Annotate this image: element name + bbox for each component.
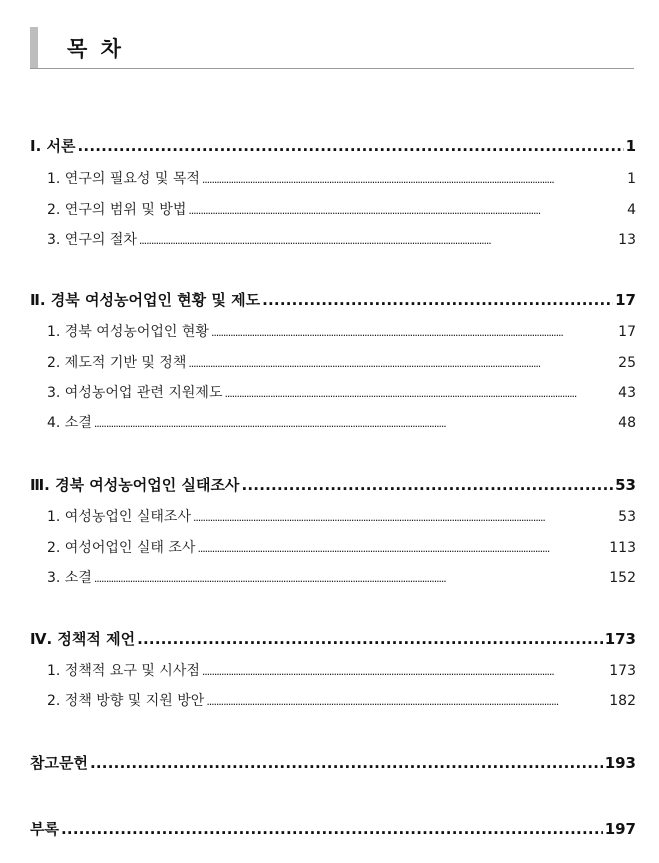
toc-page-number: 197 xyxy=(604,820,636,838)
toc-chapter-1[interactable] xyxy=(30,135,636,156)
toc-chapter-3[interactable] xyxy=(30,474,636,495)
toc-page-number: 173 xyxy=(609,663,636,679)
toc-section-4-2[interactable] xyxy=(30,690,636,710)
toc-section-label: 2. 제도적 기반 및 정책 xyxy=(47,355,187,371)
page-title: 목 차 xyxy=(67,37,124,61)
toc-section-label: 2. 정책 방향 및 지원 방안 xyxy=(47,693,205,709)
toc-section-label: 1. 정책적 요구 및 시사점 xyxy=(47,663,200,679)
toc-section-label: 1. 연구의 필요성 및 목적 xyxy=(47,171,200,187)
dot-leader xyxy=(94,570,607,586)
dot-leader xyxy=(188,355,616,371)
toc-chapter-label: Ⅰ. 서론 xyxy=(30,137,76,155)
toc-references[interactable] xyxy=(30,752,636,773)
dot-leader xyxy=(139,232,616,248)
dot-leader xyxy=(61,820,603,838)
toc-page-number: 17 xyxy=(615,291,636,309)
dot-leader xyxy=(262,291,613,309)
toc-section-2-1[interactable] xyxy=(30,321,636,341)
toc-section-4-1[interactable] xyxy=(30,660,636,680)
toc-chapter-label: Ⅱ. 경북 여성농어업인 현황 및 제도 xyxy=(30,291,261,309)
toc-page-number: 173 xyxy=(604,630,636,648)
toc-page-number: 53 xyxy=(618,509,636,525)
toc-section-3-2[interactable] xyxy=(30,537,636,557)
toc-chapter-label: Ⅲ. 경북 여성농어업인 실태조사 xyxy=(30,476,240,494)
toc-page-number: 1 xyxy=(625,137,636,155)
toc-chapter-2[interactable] xyxy=(30,289,636,310)
toc-page-number: 113 xyxy=(609,540,636,556)
toc-section-3-1[interactable] xyxy=(30,506,636,526)
toc-page-number: 43 xyxy=(618,385,636,401)
toc-page-number: 152 xyxy=(609,570,636,586)
toc-page-number: 4 xyxy=(627,202,636,218)
dot-leader xyxy=(206,693,607,709)
toc-section-3-3[interactable] xyxy=(30,567,636,587)
toc-section-label: 3. 여성농어업 관련 지원제도 xyxy=(47,385,223,401)
dot-leader xyxy=(188,202,625,218)
toc-page-number: 53 xyxy=(615,476,636,494)
toc-page-number: 48 xyxy=(618,415,636,431)
toc-page-number: 25 xyxy=(618,355,636,371)
dot-leader xyxy=(202,663,607,679)
toc-section-label: 4. 소결 xyxy=(47,415,92,431)
dot-leader xyxy=(137,630,603,648)
toc-section-label: 2. 연구의 범위 및 방법 xyxy=(47,202,187,218)
dot-leader xyxy=(77,137,623,155)
toc-page-number: 1 xyxy=(627,171,636,187)
toc-page-number: 17 xyxy=(618,324,636,340)
toc-section-label: 3. 연구의 절차 xyxy=(47,232,137,248)
toc-chapter-label: 참고문헌 xyxy=(30,754,88,772)
toc-section-label: 3. 소결 xyxy=(47,570,92,586)
toc-page-number: 182 xyxy=(609,693,636,709)
toc-chapter-label: Ⅳ. 정책적 제언 xyxy=(30,630,136,648)
dot-leader xyxy=(241,476,613,494)
dot-leader xyxy=(211,324,616,340)
title-underline xyxy=(30,68,634,69)
dot-leader xyxy=(193,509,616,525)
dot-leader xyxy=(202,171,625,187)
dot-leader xyxy=(90,754,603,772)
toc-section-1-1[interactable] xyxy=(30,168,636,188)
toc-section-1-2[interactable] xyxy=(30,199,636,219)
toc-section-label: 2. 여성어업인 실태 조사 xyxy=(47,540,196,556)
toc-section-label: 1. 여성농업인 실태조사 xyxy=(47,509,191,525)
toc-section-2-2[interactable] xyxy=(30,352,636,372)
toc-section-2-4[interactable] xyxy=(30,412,636,432)
toc-appendix[interactable] xyxy=(30,818,636,839)
toc-page-number: 193 xyxy=(604,754,636,772)
title-accent-bar xyxy=(30,27,38,69)
toc-section-2-3[interactable] xyxy=(30,382,636,402)
dot-leader xyxy=(224,385,616,401)
toc-chapter-label: 부록 xyxy=(30,820,59,838)
toc-section-label: 1. 경북 여성농어업인 현황 xyxy=(47,324,209,340)
toc-chapter-4[interactable] xyxy=(30,628,636,649)
toc-section-1-3[interactable] xyxy=(30,229,636,249)
toc-page-number: 13 xyxy=(618,232,636,248)
dot-leader xyxy=(197,540,607,556)
toc-header xyxy=(30,27,634,69)
dot-leader xyxy=(94,415,616,431)
